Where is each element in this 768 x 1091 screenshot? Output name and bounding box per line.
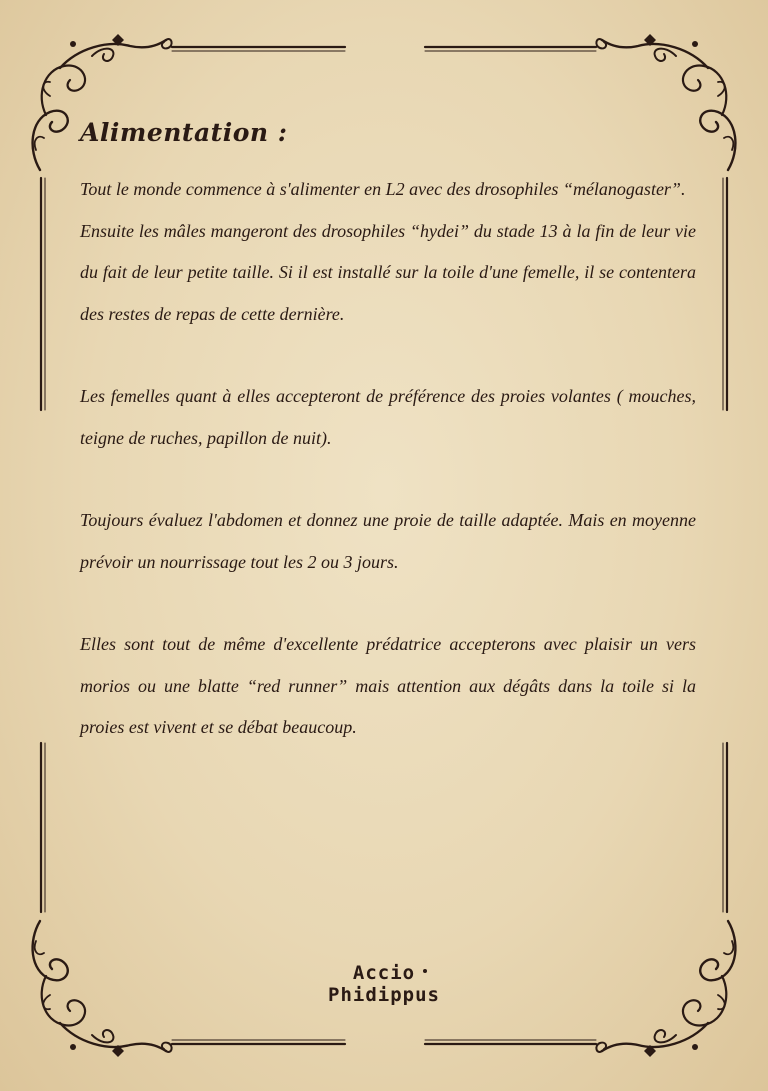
paragraph: Toujours évaluez l'abdomen et donnez une proie de taille adaptée. Mais en moyenne prévoir un nourrissage tout les 2 ou 3 jours.: [80, 510, 696, 572]
corner-flourish-icon: [596, 921, 735, 1057]
page-title: Alimentation :: [80, 118, 288, 147]
logo-line-1: Accio: [352, 962, 416, 984]
spider-icon: [420, 966, 430, 976]
paragraph: Les femelles quant à elles accepteront de préférence des proies volantes ( mouches, teigne de ruches, papillon de nuit).: [80, 386, 696, 448]
brand-logo: [328, 962, 440, 1006]
logo-line-2: Phidippus: [328, 984, 440, 1006]
corner-flourish-icon: [33, 921, 172, 1057]
page-content: [80, 118, 696, 749]
paragraph: Tout le monde commence à s'alimenter en L2 avec des drosophiles “mélanogaster”.: [80, 179, 686, 199]
paragraph: Ensuite les mâles mangeront des drosophiles “hydei” du stade 13 à la fin de leur vie du fait de leur petite taille. Si il est installé sur la toile d'une femelle, il se contentera des restes de repas de cette dernière.: [80, 220, 696, 324]
paragraph: Elles sont tout de même d'excellente prédatrice accepterons avec plaisir un vers morios ou une blatte “red runner” mais attention aux dégâts dans la toile si la proies est vivent et se débat beaucoup.: [80, 634, 696, 737]
